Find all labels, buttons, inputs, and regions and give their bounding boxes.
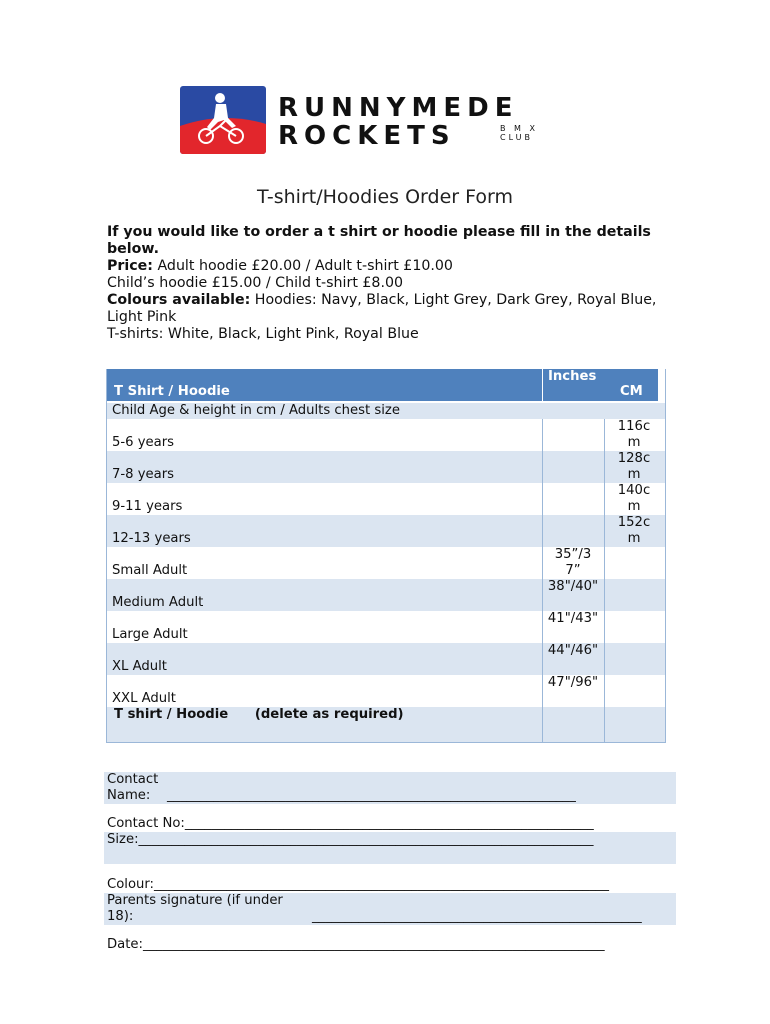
table-row-inches: 38"/40" bbox=[542, 579, 604, 611]
size-table bbox=[106, 369, 666, 743]
date-label: Date: bbox=[107, 937, 143, 952]
table-row-label: XL Adult bbox=[106, 643, 542, 675]
table-row-inches bbox=[542, 419, 604, 451]
table-row-inches bbox=[542, 515, 604, 547]
price-label: Price: bbox=[107, 258, 153, 274]
table-footer-cm-cell[interactable] bbox=[604, 707, 666, 743]
table-footer bbox=[106, 707, 542, 743]
table-row-cm bbox=[604, 611, 666, 643]
contact-name-field[interactable] bbox=[104, 772, 676, 804]
colours-tshirts: T-shirts: White, Black, Light Pink, Royal Blue bbox=[107, 326, 419, 342]
price-line-2: Child’s hoodie £15.00 / Child t-shirt £8.00 bbox=[107, 275, 404, 291]
garment-choice-label: T shirt / Hoodie bbox=[114, 707, 229, 722]
table-row-cm: 128cm bbox=[604, 451, 666, 483]
parent-signature-line: __________________________________________________ bbox=[312, 909, 642, 924]
table-row-inches: 44"/46" bbox=[542, 643, 604, 675]
table-row-cm bbox=[604, 675, 666, 707]
table-row-cm bbox=[604, 579, 666, 611]
table-row-inches bbox=[542, 483, 604, 515]
colour-field[interactable] bbox=[104, 877, 680, 893]
table-row-inches: 47"/96" bbox=[547, 675, 599, 690]
table-row-cm: 116cm bbox=[617, 419, 651, 450]
colours-line bbox=[107, 292, 667, 326]
table-footer-inches-cell[interactable] bbox=[542, 707, 604, 743]
size-label: Size: bbox=[107, 832, 139, 847]
table-row-label: Large Adult bbox=[112, 627, 188, 642]
logo-line-1: RUNNYMEDE bbox=[278, 93, 519, 123]
parent-signature-label: Parents signature (if under 18): bbox=[107, 893, 283, 924]
delete-note: (delete as required) bbox=[254, 707, 404, 722]
table-header-inches: Inches bbox=[542, 369, 604, 401]
contact-number-field[interactable] bbox=[104, 816, 680, 832]
logo-club: CLUB bbox=[500, 133, 533, 142]
contact-number-label: Contact No: bbox=[107, 816, 185, 831]
date-field[interactable] bbox=[104, 937, 680, 953]
table-subheader: Child Age & height in cm / Adults chest size bbox=[106, 403, 666, 419]
contact-section bbox=[104, 772, 680, 953]
logo-bmx: B M X bbox=[500, 124, 538, 133]
date-line: ______________________________________________________________________ bbox=[142, 937, 605, 952]
table-row-label: Medium Adult bbox=[106, 579, 542, 611]
table-row-label: 12-13 years bbox=[106, 515, 542, 547]
table-row-inches: 41"/43" bbox=[547, 611, 599, 626]
table-row-inches bbox=[542, 451, 604, 483]
table-row-cm: 140cm bbox=[617, 483, 651, 514]
intro-text bbox=[107, 224, 667, 343]
table-row-label: 9-11 years bbox=[112, 499, 183, 514]
table-row-label: Small Adult bbox=[112, 563, 188, 578]
logo-line-2: ROCKETS bbox=[278, 121, 456, 151]
parent-signature-field[interactable] bbox=[104, 893, 676, 925]
colour-label: Colour: bbox=[107, 877, 154, 892]
contact-name-line: ______________________________________________________________ bbox=[167, 788, 576, 803]
table-row-label: XXL Adult bbox=[112, 691, 176, 706]
table-header-cm: CM bbox=[604, 369, 658, 401]
table-row-cm: 152cm bbox=[604, 515, 666, 547]
contact-name-label: Contact Name: bbox=[107, 772, 159, 803]
page-title: T-shirt/Hoodies Order Form bbox=[257, 186, 513, 208]
club-logo-emblem bbox=[180, 86, 266, 154]
bmx-rider-icon bbox=[180, 86, 266, 154]
contact-number-line: ______________________________________________________________ bbox=[184, 816, 594, 831]
table-row-cm bbox=[604, 547, 666, 579]
table-row-label: 7-8 years bbox=[106, 451, 542, 483]
club-logo-wordmark bbox=[278, 94, 598, 152]
table-header-item: T Shirt / Hoodie bbox=[106, 369, 542, 401]
colour-line: _____________________________________________________________________ bbox=[154, 877, 609, 892]
intro-heading: If you would like to order a t shirt or hoodie please fill in the details below. bbox=[107, 224, 651, 257]
table-row-label: 5-6 years bbox=[112, 435, 175, 450]
size-field[interactable] bbox=[104, 832, 676, 864]
colours-hoodies: Hoodies: Navy, Black, Light Grey, Dark Grey, Royal Blue, Light Pink bbox=[107, 292, 657, 325]
table-row-cm bbox=[604, 643, 666, 675]
price-line-1 bbox=[107, 258, 667, 275]
table-row-inches: 35”/37” bbox=[554, 547, 592, 578]
colours-label: Colours available: bbox=[107, 292, 251, 308]
size-line: _____________________________________________________________________ bbox=[138, 832, 594, 847]
price-adult: Adult hoodie £20.00 / Adult t-shirt £10.00 bbox=[152, 258, 453, 274]
